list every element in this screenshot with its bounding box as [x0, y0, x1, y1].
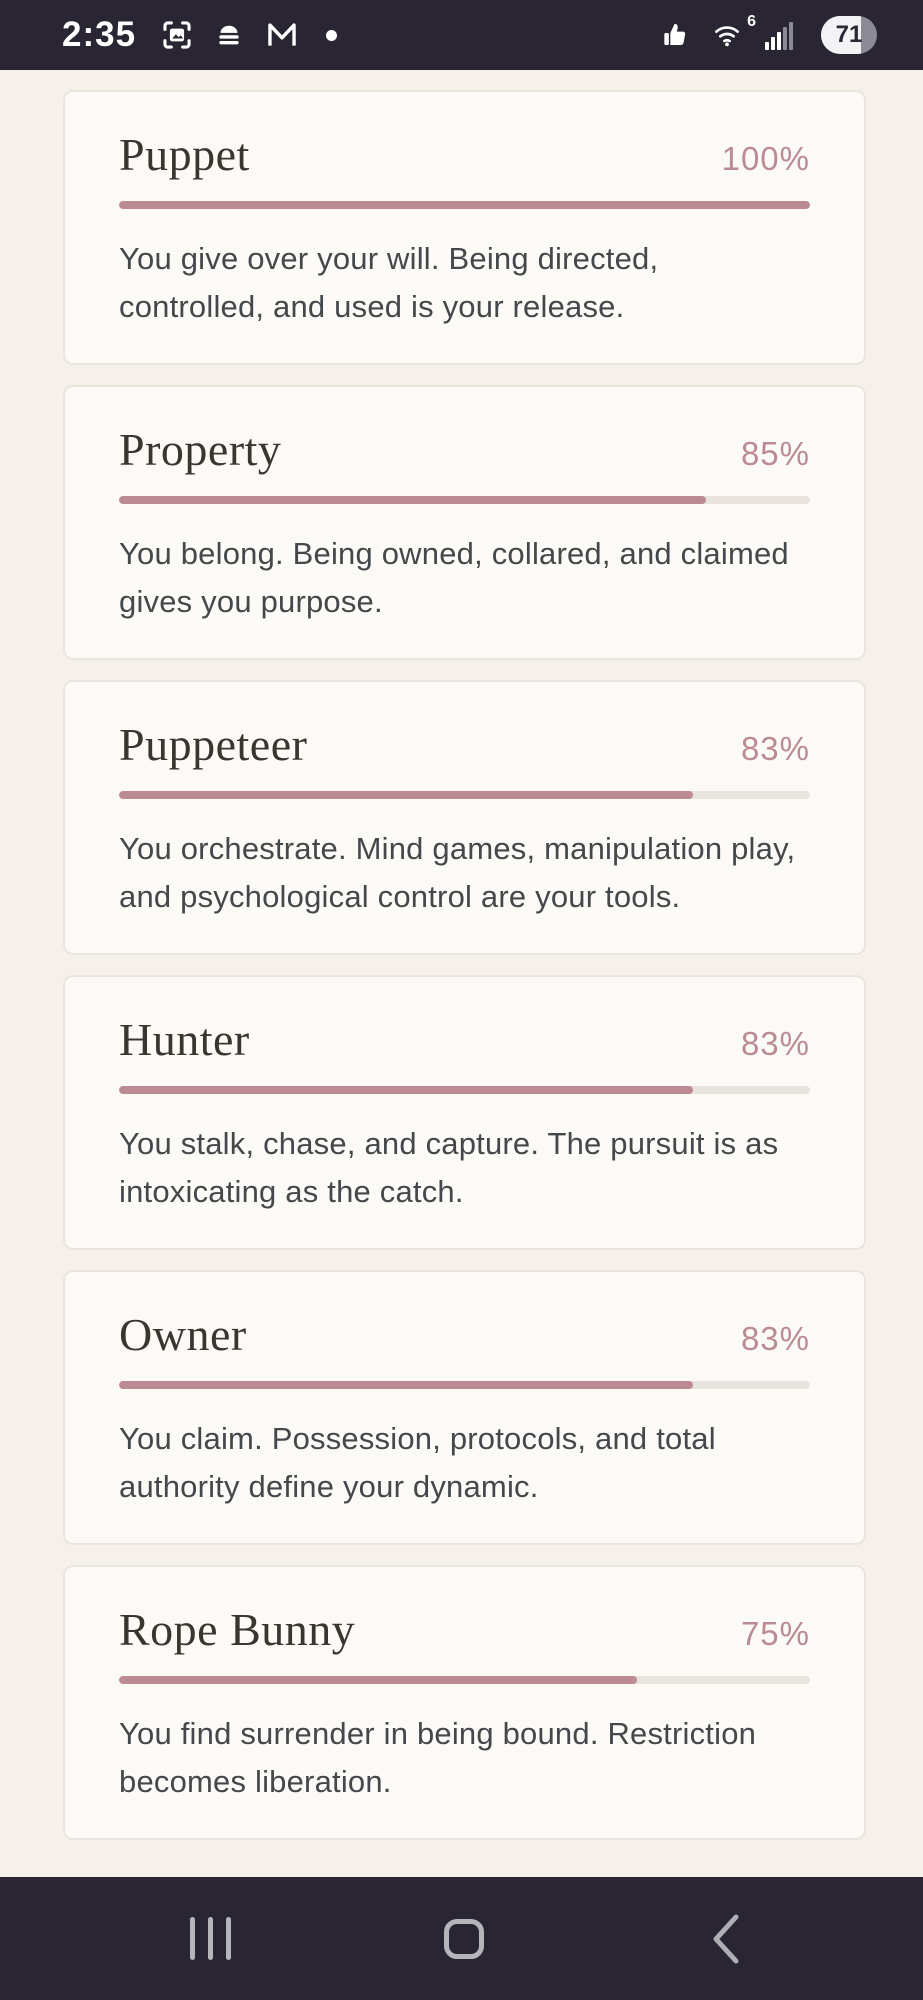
- result-card: [63, 90, 866, 365]
- match-progress-fill: [119, 1381, 693, 1389]
- result-card: [63, 680, 866, 955]
- battery-percent-label: 71: [835, 21, 863, 48]
- wifi-generation-label: 6: [747, 13, 756, 30]
- screenshot-icon: [160, 18, 194, 52]
- archetype-description: You belong. Being owned, collared, and claimed gives you purpose.: [119, 536, 789, 619]
- cellular-signal-icon: [763, 18, 797, 52]
- card-header: [119, 128, 810, 181]
- battery-indicator: [821, 16, 877, 54]
- gmail-icon: [264, 18, 300, 52]
- card-header: [119, 1013, 810, 1066]
- android-navigation-bar: [0, 1877, 923, 2000]
- match-percentage: 83%: [740, 730, 810, 767]
- card-header: [119, 1308, 810, 1361]
- wifi-6-icon: [709, 13, 756, 51]
- match-progress-track: [119, 201, 810, 209]
- recents-icon: [190, 1917, 231, 1960]
- status-bar: [0, 0, 923, 70]
- thumbs-up-icon: [659, 19, 691, 51]
- match-progress-fill: [119, 1676, 637, 1684]
- match-progress-track: [119, 791, 810, 799]
- match-progress-fill: [119, 1086, 693, 1094]
- match-progress-track: [119, 1676, 810, 1684]
- back-chevron-icon: [706, 1911, 746, 1967]
- archetype-title: Rope Bunny: [119, 1604, 356, 1655]
- result-card: [63, 1565, 866, 1840]
- card-header: [119, 718, 810, 771]
- match-percentage: 100%: [721, 140, 810, 177]
- notification-dot-icon: [326, 30, 337, 41]
- match-percentage: 85%: [740, 435, 810, 472]
- archetype-description: You give over your will. Being directed, controlled, and used is your release.: [119, 241, 659, 324]
- archetype-description: You find surrender in being bound. Restriction becomes liberation.: [119, 1716, 757, 1799]
- match-percentage: 83%: [740, 1320, 810, 1357]
- match-progress-track: [119, 496, 810, 504]
- home-icon: [444, 1919, 484, 1959]
- status-bar-right: [659, 13, 877, 54]
- home-button[interactable]: [419, 1894, 509, 1984]
- archetype-description: You stalk, chase, and capture. The pursuit is as intoxicating as the catch.: [119, 1126, 779, 1209]
- status-bar-left: [62, 15, 337, 55]
- archetype-title: Property: [119, 424, 282, 475]
- card-header: [119, 423, 810, 476]
- archetype-title: Hunter: [119, 1014, 250, 1065]
- match-progress-track: [119, 1381, 810, 1389]
- match-progress-fill: [119, 201, 810, 209]
- match-progress-fill: [119, 496, 706, 504]
- match-progress-fill: [119, 791, 693, 799]
- result-card: [63, 975, 866, 1250]
- match-progress-track: [119, 1086, 810, 1094]
- back-button[interactable]: [681, 1894, 771, 1984]
- recents-button[interactable]: [165, 1894, 255, 1984]
- results-scroll-area[interactable]: [0, 70, 923, 1877]
- archetype-title: Puppeteer: [119, 719, 308, 770]
- card-header: [119, 1603, 810, 1656]
- clock: 2:35: [62, 15, 137, 54]
- match-percentage: 75%: [740, 1615, 810, 1652]
- archetype-title: Owner: [119, 1309, 247, 1360]
- cloud-notification-icon: [212, 18, 246, 52]
- result-card: [63, 385, 866, 660]
- archetype-title: Puppet: [119, 129, 250, 180]
- archetype-description: You orchestrate. Mind games, manipulation play, and psychological control are your tools.: [119, 831, 796, 914]
- archetype-description: You claim. Possession, protocols, and total authority define your dynamic.: [119, 1421, 716, 1504]
- result-card: [63, 1270, 866, 1545]
- match-percentage: 83%: [740, 1025, 810, 1062]
